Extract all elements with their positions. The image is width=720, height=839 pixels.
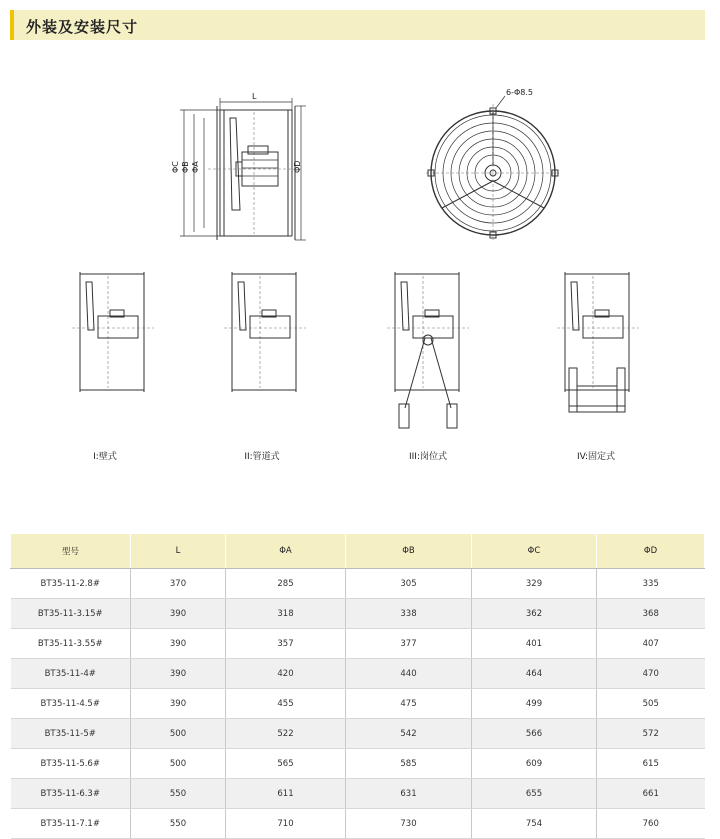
cell-b: 730 <box>346 809 472 839</box>
cell-d: 335 <box>597 569 705 599</box>
col-header-c: ΦC <box>472 534 597 569</box>
dim-label-l: L <box>252 92 257 101</box>
cell-b: 305 <box>346 569 472 599</box>
table-row <box>11 689 705 719</box>
caption-fixed: IV:固定式 <box>576 452 616 462</box>
cell-model: BT35-11-7.1# <box>11 809 131 839</box>
cell-b: 542 <box>346 719 472 749</box>
table-header-row <box>11 534 705 569</box>
cell-d: 407 <box>597 629 705 659</box>
cell-b: 440 <box>346 659 472 689</box>
cell-d: 368 <box>597 599 705 629</box>
table-row <box>11 659 705 689</box>
cell-b: 475 <box>346 689 472 719</box>
front-view-drawing <box>422 84 572 240</box>
table-row <box>11 719 705 749</box>
dim-label-holes: 6-Φ8.5 <box>506 88 533 97</box>
cell-l: 500 <box>131 749 226 779</box>
caption-duct: II:管道式 <box>244 452 280 462</box>
cell-a: 318 <box>226 599 346 629</box>
cell-c: 464 <box>472 659 597 689</box>
spec-table <box>10 534 705 839</box>
cell-a: 285 <box>226 569 346 599</box>
col-header-a: ΦA <box>226 534 346 569</box>
dim-label-c: ΦC <box>171 161 180 173</box>
cell-c: 329 <box>472 569 597 599</box>
table-row <box>11 599 705 629</box>
cell-a: 565 <box>226 749 346 779</box>
cell-a: 611 <box>226 779 346 809</box>
table-row <box>11 629 705 659</box>
cell-b: 338 <box>346 599 472 629</box>
cell-model: BT35-11-5.6# <box>11 749 131 779</box>
table-row <box>11 569 705 599</box>
mount-fixed-drawing <box>555 268 645 418</box>
cell-model: BT35-11-5# <box>11 719 131 749</box>
cell-l: 550 <box>131 809 226 839</box>
cell-d: 661 <box>597 779 705 809</box>
cell-a: 455 <box>226 689 346 719</box>
mount-wall-drawing <box>70 268 160 396</box>
cell-c: 754 <box>472 809 597 839</box>
cell-d: 470 <box>597 659 705 689</box>
cell-c: 655 <box>472 779 597 809</box>
cell-d: 760 <box>597 809 705 839</box>
mount-duct-drawing <box>222 268 312 396</box>
caption-wall: I:壁式 <box>93 452 117 462</box>
cell-a: 357 <box>226 629 346 659</box>
cell-l: 390 <box>131 599 226 629</box>
table-row <box>11 749 705 779</box>
cell-d: 615 <box>597 749 705 779</box>
table-row <box>11 779 705 809</box>
col-header-model: 型号 <box>11 534 131 569</box>
mount-stand-drawing <box>385 268 475 438</box>
cell-l: 550 <box>131 779 226 809</box>
table-row <box>11 809 705 839</box>
cell-l: 390 <box>131 689 226 719</box>
col-header-b: ΦB <box>346 534 472 569</box>
col-header-d: ΦD <box>597 534 705 569</box>
cell-c: 609 <box>472 749 597 779</box>
cell-l: 390 <box>131 629 226 659</box>
cell-model: BT35-11-3.55# <box>11 629 131 659</box>
cell-model: BT35-11-4# <box>11 659 131 689</box>
cell-a: 420 <box>226 659 346 689</box>
cell-d: 505 <box>597 689 705 719</box>
cell-model: BT35-11-6.3# <box>11 779 131 809</box>
dim-label-d: ΦD <box>293 160 302 173</box>
cell-l: 390 <box>131 659 226 689</box>
cell-model: BT35-11-3.15# <box>11 599 131 629</box>
cell-c: 499 <box>472 689 597 719</box>
cell-b: 631 <box>346 779 472 809</box>
section-title: 外装及安装尺寸 <box>26 18 139 36</box>
cell-model: BT35-11-4.5# <box>11 689 131 719</box>
cell-b: 585 <box>346 749 472 779</box>
section-title-bar <box>10 10 705 40</box>
cell-c: 401 <box>472 629 597 659</box>
cell-b: 377 <box>346 629 472 659</box>
cell-d: 572 <box>597 719 705 749</box>
col-header-l: L <box>131 534 226 569</box>
cell-c: 362 <box>472 599 597 629</box>
cell-a: 522 <box>226 719 346 749</box>
cell-l: 500 <box>131 719 226 749</box>
cell-l: 370 <box>131 569 226 599</box>
cell-a: 710 <box>226 809 346 839</box>
dim-label-a: ΦA <box>191 161 200 173</box>
cell-model: BT35-11-2.8# <box>11 569 131 599</box>
cell-c: 566 <box>472 719 597 749</box>
side-view-drawing <box>170 90 310 250</box>
caption-stand: III:岗位式 <box>409 452 447 462</box>
dim-label-b: ΦB <box>181 161 190 173</box>
